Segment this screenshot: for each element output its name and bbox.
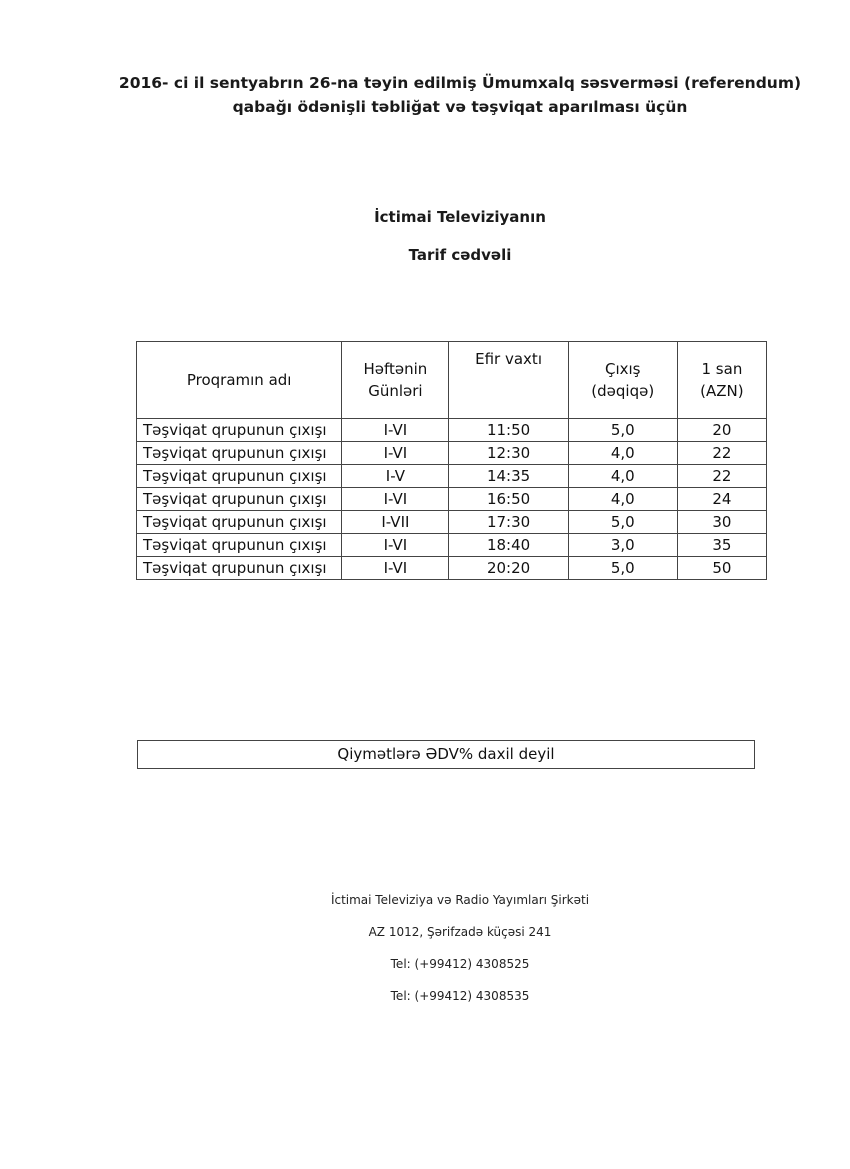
cell-week-days: I-VI <box>342 534 449 557</box>
cell-week-days: I-VI <box>342 419 449 442</box>
header-air-time-label: Efir vaxtı <box>475 350 542 368</box>
cell-program-name: Təşviqat qrupunun çıxışı <box>137 557 342 580</box>
header-price <box>677 342 766 419</box>
cell-duration: 4,0 <box>568 442 677 465</box>
cell-week-days: I-V <box>342 465 449 488</box>
cell-week-days: I-VI <box>342 442 449 465</box>
cell-duration: 3,0 <box>568 534 677 557</box>
cell-price: 30 <box>677 511 766 534</box>
header-duration-line2: (dəqiqə) <box>591 382 655 400</box>
document-title-line1: 2016- ci il sentyabrın 26-na təyin edilmiş Ümumxalq səsverməsi (referendum) <box>118 74 802 92</box>
table-row <box>137 419 767 442</box>
cell-program-name: Təşviqat qrupunun çıxışı <box>137 465 342 488</box>
header-week-days <box>342 342 449 419</box>
cell-air-time: 18:40 <box>449 534 568 557</box>
cell-duration: 4,0 <box>568 488 677 511</box>
document-subtitle-line2: Tarif cədvəli <box>408 246 512 264</box>
cell-program-name: Təşviqat qrupunun çıxışı <box>137 419 342 442</box>
header-week-days-line2: Günləri <box>368 382 423 400</box>
cell-price: 24 <box>677 488 766 511</box>
cell-air-time: 17:30 <box>449 511 568 534</box>
table-header-row <box>137 342 767 419</box>
tariff-table <box>136 341 767 580</box>
cell-week-days: I-VI <box>342 488 449 511</box>
cell-week-days: I-VI <box>342 557 449 580</box>
cell-program-name: Təşviqat qrupunun çıxışı <box>137 511 342 534</box>
cell-duration: 5,0 <box>568 557 677 580</box>
cell-price: 20 <box>677 419 766 442</box>
footer-phone-2: Tel: (+99412) 4308535 <box>390 989 530 1003</box>
footer-company: İctimai Televiziya və Radio Yayımları Şirkəti <box>330 893 590 907</box>
header-week-days-line1: Həftənin <box>363 360 428 378</box>
cell-price: 22 <box>677 465 766 488</box>
cell-air-time: 16:50 <box>449 488 568 511</box>
header-duration <box>568 342 677 419</box>
cell-price: 22 <box>677 442 766 465</box>
table-row <box>137 488 767 511</box>
table-row <box>137 534 767 557</box>
footer-address: AZ 1012, Şərifzadə küçəsi 241 <box>368 925 552 939</box>
cell-air-time: 11:50 <box>449 419 568 442</box>
cell-price: 35 <box>677 534 766 557</box>
table-row <box>137 465 767 488</box>
cell-program-name: Təşviqat qrupunun çıxışı <box>137 442 342 465</box>
cell-program-name: Təşviqat qrupunun çıxışı <box>137 488 342 511</box>
cell-week-days: I-VII <box>342 511 449 534</box>
cell-duration: 4,0 <box>568 465 677 488</box>
cell-air-time: 12:30 <box>449 442 568 465</box>
cell-duration: 5,0 <box>568 419 677 442</box>
header-air-time <box>449 342 568 419</box>
cell-air-time: 20:20 <box>449 557 568 580</box>
table-row <box>137 442 767 465</box>
cell-price: 50 <box>677 557 766 580</box>
cell-duration: 5,0 <box>568 511 677 534</box>
header-program-name-label: Proqramın adı <box>186 371 292 389</box>
cell-air-time: 14:35 <box>449 465 568 488</box>
header-price-line1: 1 san <box>701 360 743 378</box>
footer-phone-1: Tel: (+99412) 4308525 <box>390 957 530 971</box>
header-program-name <box>137 342 342 419</box>
table-row <box>137 557 767 580</box>
document-title-line2: qabağı ödənişli təbliğat və təşviqat aparılması üçün <box>232 98 688 116</box>
header-price-line2: (AZN) <box>700 382 744 400</box>
table-row <box>137 511 767 534</box>
header-duration-line1: Çıxış <box>604 360 641 378</box>
vat-note: Qiymətlərə ƏDV% daxil deyil <box>137 740 755 769</box>
document-subtitle-line1: İctimai Televiziyanın <box>374 208 546 226</box>
cell-program-name: Təşviqat qrupunun çıxışı <box>137 534 342 557</box>
